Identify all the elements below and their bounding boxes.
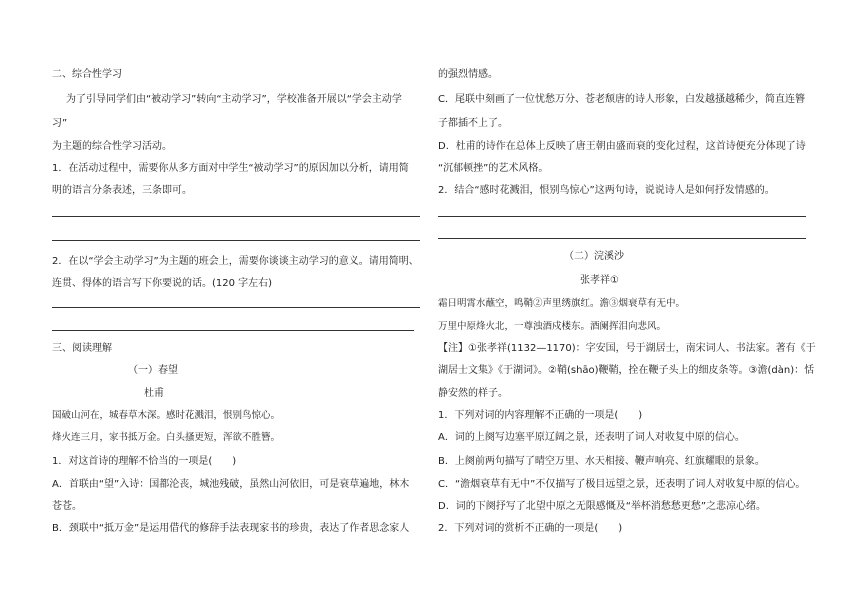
poem-title: （一）春望: [128, 365, 178, 376]
poem-line: 霜日明霄水蘸空，鸣鞘②声里绣旗红。澹③烟衰草有无中。: [438, 298, 686, 309]
poem-author: 杜甫: [144, 388, 164, 399]
answer-line[interactable]: [52, 307, 420, 308]
option-d: “沉郁顿挫”的艺术风格。: [438, 163, 549, 174]
poem-author: 张孝祥①: [580, 275, 619, 286]
answer-line[interactable]: [438, 238, 806, 239]
question-2-stem: 连贯、得体的语言写下你要说的话。(120 字左右): [52, 278, 273, 289]
answer-line[interactable]: [438, 216, 806, 217]
footnote: 静安然的样子。: [438, 388, 508, 399]
option-a: A．词的上阕写边塞平原辽阔之景，还表明了词人对收复中原的信心。: [438, 432, 745, 443]
option-c: 子都插不上了。: [438, 118, 508, 129]
poem-line: 国破山河在，城春草木深。感时花溅泪，恨别鸟惊心。: [52, 410, 281, 421]
intro-text: 习”: [52, 118, 68, 129]
option-c: C．尾联中刻画了一位忧愁万分、苍老颓唐的诗人形象，白发越搔越稀少，简直连簪: [438, 94, 805, 105]
option-b: B．颈联中“抵万金”是运用借代的修辞手法表现家书的珍贵，表达了作者思念家人: [52, 523, 410, 534]
question-1-stem: 明的语言分条表述，三条即可。: [52, 185, 192, 196]
option-d: D．杜甫的诗作在总体上反映了唐王朝由盛而衰的变化过程，这首诗便充分体现了诗: [438, 141, 806, 152]
intro-text: 为主题的综合性学习活动。: [52, 141, 172, 152]
option-a: A．首联由“望”入诗：国都沦丧，城池残破，虽然山河依旧，可是衰草遍地，林木: [52, 479, 410, 490]
question-stem: 2．结合“感时花溅泪，恨别鸟惊心”这两句诗，说说诗人是如何抒发情感的。: [438, 185, 775, 196]
poem-line: 烽火连三月，家书抵万金。白头搔更短，浑欲不胜簪。: [52, 432, 281, 443]
option-c: C．“澹烟衰草有无中”不仅描写了极目远望之景，还表明了词人对收复中原的信心。: [438, 479, 806, 490]
option-a: 苍苍。: [52, 501, 82, 512]
intro-text: 为了引导同学们由“被动学习”转向“主动学习”，学校准备开展以“学会主动学: [66, 94, 402, 105]
option-b: B．上阕前两句描写了晴空万里、水天相接、鞭声响亮、红旗耀眼的景象。: [438, 456, 765, 467]
footnote: 湖居士文集》《于湖词》。②鞘(shāo)鞭鞘，拴在鞭子头上的细皮条等。③澹(dàn)：恬: [438, 365, 815, 376]
question-stem: 1．对这首诗的理解不恰当的一项是( ): [52, 456, 237, 467]
section-heading-comprehensive-learning: 二、综合性学习: [52, 69, 122, 80]
poem-line: 万里中原烽火北，一尊浊酒戍楼东。酒阑挥泪向悲风。: [438, 321, 667, 332]
option-b: 的强烈情感。: [438, 69, 498, 80]
answer-line[interactable]: [52, 330, 414, 331]
option-d: D．词的下阕抒写了北望中原之无限感慨及“举杯消愁愁更愁”之悲凉心绪。: [438, 501, 767, 512]
footnote: 【注】①张孝祥(1132—1170)：字安国，号于湖居士，南宋词人、书法家。著有《于: [438, 343, 816, 354]
question-2-stem: 2．在以“学会主动学习”为主题的班会上，需要你谈谈主动学习的意义。请用简明、: [52, 256, 419, 267]
section-heading-reading: 三、阅读理解: [52, 343, 112, 354]
question-1-stem: 1．在活动过程中，需要你从多方面对中学生“被动学习”的原因加以分析，请用简: [52, 163, 409, 174]
question-stem: 1．下列对词的内容理解不正确的一项是( ): [438, 410, 643, 421]
question-stem: 2．下列对词的赏析不正确的一项是( ): [438, 523, 623, 534]
answer-line[interactable]: [52, 216, 420, 217]
poem-title: （二）浣溪沙: [564, 251, 624, 262]
answer-line[interactable]: [52, 240, 420, 241]
